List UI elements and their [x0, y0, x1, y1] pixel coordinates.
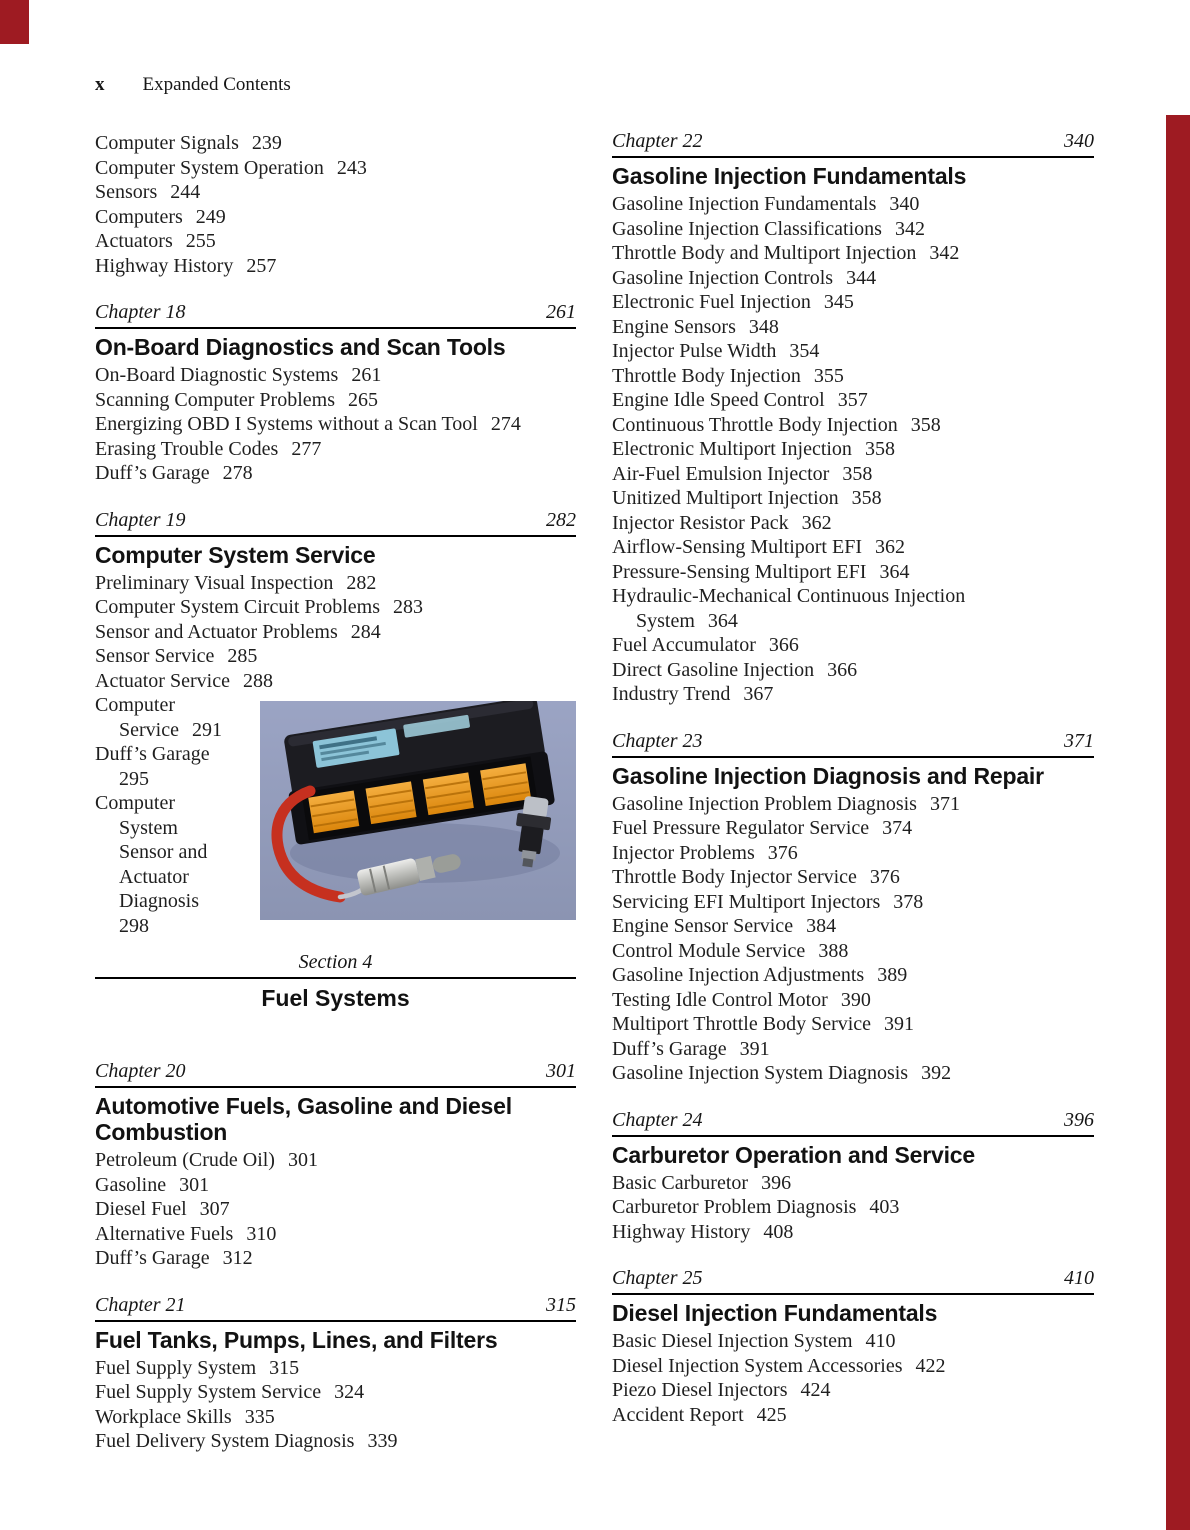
toc-entry [95, 461, 576, 486]
entry-title: Computer System Operation [95, 156, 324, 179]
entry-title: Carburetor Problem Diagnosis [612, 1196, 857, 1218]
entry-page: 367 [743, 683, 774, 705]
chapter-title: Gasoline Injection Diagnosis and Repair [612, 762, 1044, 789]
entry-title: Duff’s Garage [95, 462, 210, 484]
toc-entry [612, 290, 1094, 315]
chapter-title: Gasoline Injection Fundamentals [612, 163, 967, 189]
entry-title: Petroleum (Crude Oil) [95, 1149, 275, 1171]
chapter-block [612, 1268, 1094, 1427]
entry-page: 391 [739, 1037, 770, 1060]
entry-title: Engine Idle Speed Control [612, 389, 825, 411]
chapter-label: Chapter 20 [95, 1060, 186, 1082]
entry-title: Diagnosis [119, 890, 199, 912]
entry-page: 364 [879, 560, 910, 583]
entry-page: 410 [865, 1330, 896, 1352]
toc-entry [95, 1380, 576, 1405]
entry-title: Gasoline Injection Classifications [612, 217, 882, 240]
entry-title: Electronic Multiport Injection [612, 438, 852, 460]
entry-page: 396 [761, 1171, 792, 1194]
chapter-label: Chapter 23 [612, 729, 703, 752]
entry-page: 345 [823, 291, 854, 313]
entry-title: Engine Sensors [612, 315, 736, 338]
entry-title: Actuator [119, 865, 189, 888]
chapter-label-row [95, 1295, 576, 1322]
entry-page: 374 [882, 817, 913, 839]
entry-page: 390 [840, 988, 871, 1011]
chapter-label-row [612, 731, 1094, 758]
entry-title: Throttle Body Injection [612, 364, 801, 387]
entry-page: 348 [748, 315, 779, 338]
entry-page: 284 [350, 620, 381, 643]
page-header-title: Expanded Contents [142, 74, 291, 95]
entry-title: Engine Sensor Service [612, 915, 794, 937]
entry-page: 389 [877, 964, 908, 986]
entry-title: Basic Carburetor [612, 1171, 749, 1194]
chapter-title: Diesel Injection Fundamentals [612, 1300, 938, 1326]
entry-title: Computer [95, 694, 175, 716]
toc-entry [612, 1354, 1094, 1379]
chapter-label: Chapter 24 [612, 1108, 703, 1131]
entry-title: Energizing OBD I Systems without a Scan Tool [95, 413, 478, 435]
toc-entry [612, 816, 1094, 841]
chapter-label-row [95, 302, 576, 329]
toc-entry [612, 1378, 1094, 1403]
chapter-label-row [612, 1268, 1094, 1295]
entry-page: 366 [827, 658, 858, 681]
entry-page: 376 [767, 841, 798, 864]
entry-page: 257 [246, 254, 277, 277]
entry-title: Duff’s Garage [95, 743, 210, 765]
page-folio: x [95, 74, 105, 95]
entry-title: Highway History [95, 254, 234, 277]
toc-entry [612, 633, 1094, 658]
chapter-label-row [612, 1110, 1094, 1137]
chapter-block [612, 1110, 1094, 1245]
entry-page: 408 [763, 1220, 794, 1243]
entry-title: Airflow-Sensing Multiport EFI [612, 536, 862, 558]
entry-page: 277 [291, 437, 322, 460]
entry-page: 288 [242, 669, 273, 692]
toc-entry [612, 535, 1094, 560]
entry-title: Fuel Accumulator [612, 634, 756, 656]
entry-title: Testing Idle Control Motor [612, 988, 828, 1011]
entry-page: 424 [800, 1379, 831, 1401]
toc-entry [95, 1429, 576, 1454]
toc-entry [612, 1403, 1094, 1428]
entry-title: On-Board Diagnostic Systems [95, 364, 339, 386]
entry-title: Sensor and [119, 841, 208, 863]
chapter-start-page: 315 [546, 1293, 576, 1316]
entry-title: Service [119, 718, 179, 741]
toc-entry [612, 315, 1094, 340]
page-edge-tab-top [0, 0, 29, 44]
toc-entry [612, 241, 1094, 266]
entry-title: Duff’s Garage [612, 1037, 727, 1060]
toc-entry [95, 205, 576, 230]
toc-entry [612, 658, 1094, 683]
entry-title: Injector Problems [612, 841, 755, 864]
chapter-label: Chapter 25 [612, 1267, 703, 1289]
chapter-label-row [612, 131, 1094, 158]
entry-title: Throttle Body Injector Service [612, 866, 857, 888]
toc-column-right [612, 121, 1094, 1427]
toc-entry [612, 1171, 1094, 1196]
entry-title: Direct Gasoline Injection [612, 658, 815, 681]
toc-entry [612, 560, 1094, 585]
toc-entry [95, 669, 576, 694]
toc-entry [95, 254, 576, 279]
chapter-label-row [95, 1061, 576, 1088]
entry-page: 342 [929, 242, 960, 264]
entry-page: 339 [367, 1430, 398, 1452]
chapter-block [95, 1295, 576, 1454]
entry-page: 366 [768, 634, 799, 656]
toc-entry [612, 1195, 1094, 1220]
toc-entry [612, 462, 1094, 487]
toc-entry [95, 388, 576, 413]
toc-entry [612, 266, 1094, 291]
entry-page: 265 [347, 388, 378, 411]
toc-entry [612, 1012, 1094, 1037]
entry-page: 425 [756, 1403, 787, 1426]
entry-title: Electronic Fuel Injection [612, 291, 811, 313]
toc-entry [95, 363, 576, 388]
entry-page: 301 [179, 1173, 210, 1196]
entry-page: 364 [707, 609, 738, 632]
entry-page: 261 [351, 364, 382, 386]
entry-page: 310 [246, 1222, 277, 1245]
entry-page: 362 [801, 511, 832, 534]
toc-entry [95, 437, 576, 462]
entry-title: Sensor Service [95, 645, 215, 667]
entry-page: 358 [910, 413, 941, 436]
entry-page: 371 [929, 792, 960, 815]
chapter-title: Automotive Fuels, Gasoline and Diesel Combustion [95, 1093, 512, 1145]
entry-page: 376 [869, 866, 900, 888]
entry-title: Air-Fuel Emulsion Injector [612, 462, 830, 485]
entry-title: Gasoline Injection Adjustments [612, 964, 865, 986]
toc-entry [612, 437, 1094, 462]
toc-entry [612, 963, 1094, 988]
toc-list [95, 131, 576, 278]
entry-title: Alternative Fuels [95, 1222, 234, 1245]
entry-title: Fuel Supply System Service [95, 1381, 322, 1403]
toc-entry [612, 217, 1094, 242]
toc-entry [612, 865, 1094, 890]
entry-title: Sensors [95, 181, 158, 203]
entry-page: 358 [864, 438, 895, 460]
chapter-title: Fuel Tanks, Pumps, Lines, and Filters [95, 1326, 498, 1353]
entry-page: 358 [851, 487, 882, 509]
page-edge-tab-right [1166, 115, 1190, 1530]
toc-entry [95, 156, 576, 181]
entry-title: 295 [119, 767, 149, 790]
toc-entry [95, 1246, 576, 1271]
entry-title: Servicing EFI Multiport Injectors [612, 890, 881, 913]
entry-page: 392 [921, 1062, 952, 1084]
entry-page: 324 [334, 1381, 365, 1403]
entry-title: Actuator Service [95, 669, 230, 692]
chapter-label-row [95, 510, 576, 537]
chapter-title: Computer System Service [95, 541, 376, 568]
entry-title: Throttle Body and Multiport Injection [612, 242, 917, 264]
toc-entry [612, 584, 1094, 609]
chapter-block [95, 1061, 576, 1271]
toc-entry [612, 486, 1094, 511]
entry-page: 244 [170, 181, 201, 203]
entry-title: Continuous Throttle Body Injection [612, 413, 898, 436]
toc-entry [612, 939, 1094, 964]
toc-entry [612, 841, 1094, 866]
entry-page: 357 [837, 389, 868, 411]
toc-entry [612, 1061, 1094, 1086]
chapter-label: Chapter 21 [95, 1293, 186, 1316]
toc-entry [95, 412, 576, 437]
section-title: Fuel Systems [261, 985, 410, 1011]
toc-entry [95, 1148, 576, 1173]
entry-title: Fuel Pressure Regulator Service [612, 817, 870, 839]
entry-title: Basic Diesel Injection System [612, 1330, 853, 1352]
chapter-start-page: 282 [546, 508, 576, 531]
toc-entry [612, 890, 1094, 915]
toc-entry [612, 1329, 1094, 1354]
entry-page: 249 [195, 205, 226, 228]
entry-title: Sensor and Actuator Problems [95, 620, 338, 643]
entry-page: 388 [818, 939, 849, 962]
chapter-label: Chapter 19 [95, 508, 186, 531]
entry-title: Scanning Computer Problems [95, 388, 335, 411]
entry-title: Erasing Trouble Codes [95, 437, 279, 460]
ecm-oxygen-sensor-injector-photo [260, 701, 576, 920]
entry-page: 354 [789, 340, 820, 362]
entry-title: Duff’s Garage [95, 1247, 210, 1269]
chapter-title: Carburetor Operation and Service [612, 1141, 975, 1168]
entry-title: Gasoline Injection Problem Diagnosis [612, 792, 917, 815]
chapter-label: Chapter 22 [612, 130, 703, 152]
entry-title: Gasoline [95, 1173, 167, 1196]
toc-entry [95, 1356, 576, 1381]
entry-title: Multiport Throttle Body Service [612, 1013, 872, 1035]
entry-title: Fuel Delivery System Diagnosis [95, 1430, 355, 1452]
entry-page: 243 [336, 156, 367, 179]
entry-page: 422 [915, 1354, 946, 1377]
entry-page: 307 [199, 1198, 230, 1220]
toc-entry [612, 792, 1094, 817]
entry-page: 283 [393, 596, 423, 618]
toc-entry [612, 511, 1094, 536]
entry-page: 291 [191, 718, 222, 741]
entry-title: Injector Resistor Pack [612, 511, 789, 534]
entry-page: 239 [251, 132, 282, 154]
entry-title: Computer [95, 792, 175, 814]
entry-title: Computer Signals [95, 132, 239, 154]
entry-title: Gasoline Injection Controls [612, 266, 834, 289]
entry-title: Workplace Skills [95, 1405, 232, 1428]
section-divider [95, 952, 576, 1011]
entry-page: 285 [227, 645, 258, 667]
toc-entry [612, 388, 1094, 413]
toc-entry [95, 1405, 576, 1430]
entry-title: Control Module Service [612, 939, 806, 962]
entry-title: Preliminary Visual Inspection [95, 571, 334, 594]
entry-page: 362 [875, 536, 905, 558]
entry-title: System [119, 816, 178, 839]
chapter-block [95, 510, 576, 939]
chapter-block [612, 731, 1094, 1086]
entry-page: 301 [287, 1149, 318, 1171]
chapter-start-page: 396 [1064, 1108, 1094, 1131]
entry-title: Highway History [612, 1220, 751, 1243]
chapter-start-page: 301 [546, 1060, 576, 1082]
entry-page: 403 [869, 1196, 900, 1218]
entry-title: Unitized Multiport Injection [612, 487, 839, 509]
chapter-start-page: 371 [1064, 729, 1094, 752]
entry-title: Piezo Diesel Injectors [612, 1379, 788, 1401]
entry-title: System [636, 609, 695, 632]
chapter-start-page: 261 [546, 301, 576, 323]
toc-entry [95, 620, 576, 645]
toc-entry [612, 192, 1094, 217]
toc-entry [95, 180, 576, 205]
entry-page: 282 [346, 571, 377, 594]
toc-entry [612, 364, 1094, 389]
entry-title: 298 [119, 914, 149, 937]
toc-entry [95, 644, 576, 669]
toc-entry [95, 571, 576, 596]
toc-entry [95, 595, 576, 620]
chapter-block [95, 302, 576, 486]
entry-page: 278 [222, 462, 253, 484]
entry-page: 384 [806, 915, 837, 937]
toc-entry [95, 1222, 576, 1247]
entry-page: 335 [244, 1405, 275, 1428]
entry-page: 378 [893, 890, 924, 913]
entry-page: 340 [889, 193, 920, 215]
toc-entry [612, 682, 1094, 707]
entry-title: Hydraulic-Mechanical Continuous Injection [612, 585, 966, 607]
entry-page: 315 [269, 1356, 300, 1379]
entry-page: 358 [842, 462, 873, 485]
entry-page: 312 [222, 1247, 253, 1269]
entry-page: 355 [813, 364, 844, 387]
toc-entry [612, 1037, 1094, 1062]
entry-title: Diesel Injection System Accessories [612, 1354, 903, 1377]
chapter-label: Chapter 18 [95, 301, 186, 323]
entry-title: Actuators [95, 230, 173, 252]
entry-title: Injector Pulse Width [612, 340, 777, 362]
entry-title: Computers [95, 205, 183, 228]
entry-title: Industry Trend [612, 683, 731, 705]
toc-entry [612, 609, 1094, 634]
entry-title: Fuel Supply System [95, 1356, 257, 1379]
toc-entry [612, 339, 1094, 364]
entry-title: Computer System Circuit Problems [95, 596, 380, 618]
entry-title: Accident Report [612, 1403, 744, 1426]
toc-entry [612, 413, 1094, 438]
entry-title: Diesel Fuel [95, 1198, 187, 1220]
page-header [95, 74, 291, 96]
section-label: Section 4 [298, 951, 373, 973]
chapter-start-page: 410 [1064, 1267, 1094, 1289]
toc-entry [95, 229, 576, 254]
toc-entry [95, 1197, 576, 1222]
entry-page: 344 [846, 266, 877, 289]
entry-title: Gasoline Injection Fundamentals [612, 193, 877, 215]
toc-entry [612, 988, 1094, 1013]
toc-entry [612, 1220, 1094, 1245]
toc-column-left [95, 121, 576, 1454]
entry-page: 342 [894, 217, 925, 240]
entry-title: Gasoline Injection System Diagnosis [612, 1062, 909, 1084]
chapter-title: On-Board Diagnostics and Scan Tools [95, 334, 506, 360]
entry-page: 391 [884, 1013, 915, 1035]
toc-entry [612, 914, 1094, 939]
entry-title: Pressure-Sensing Multiport EFI [612, 560, 867, 583]
toc-entry [95, 1173, 576, 1198]
chapter-start-page: 340 [1064, 130, 1094, 152]
entry-page: 255 [185, 230, 216, 252]
chapter-block [612, 131, 1094, 707]
entry-page: 274 [490, 413, 521, 435]
toc-entry [95, 131, 576, 156]
